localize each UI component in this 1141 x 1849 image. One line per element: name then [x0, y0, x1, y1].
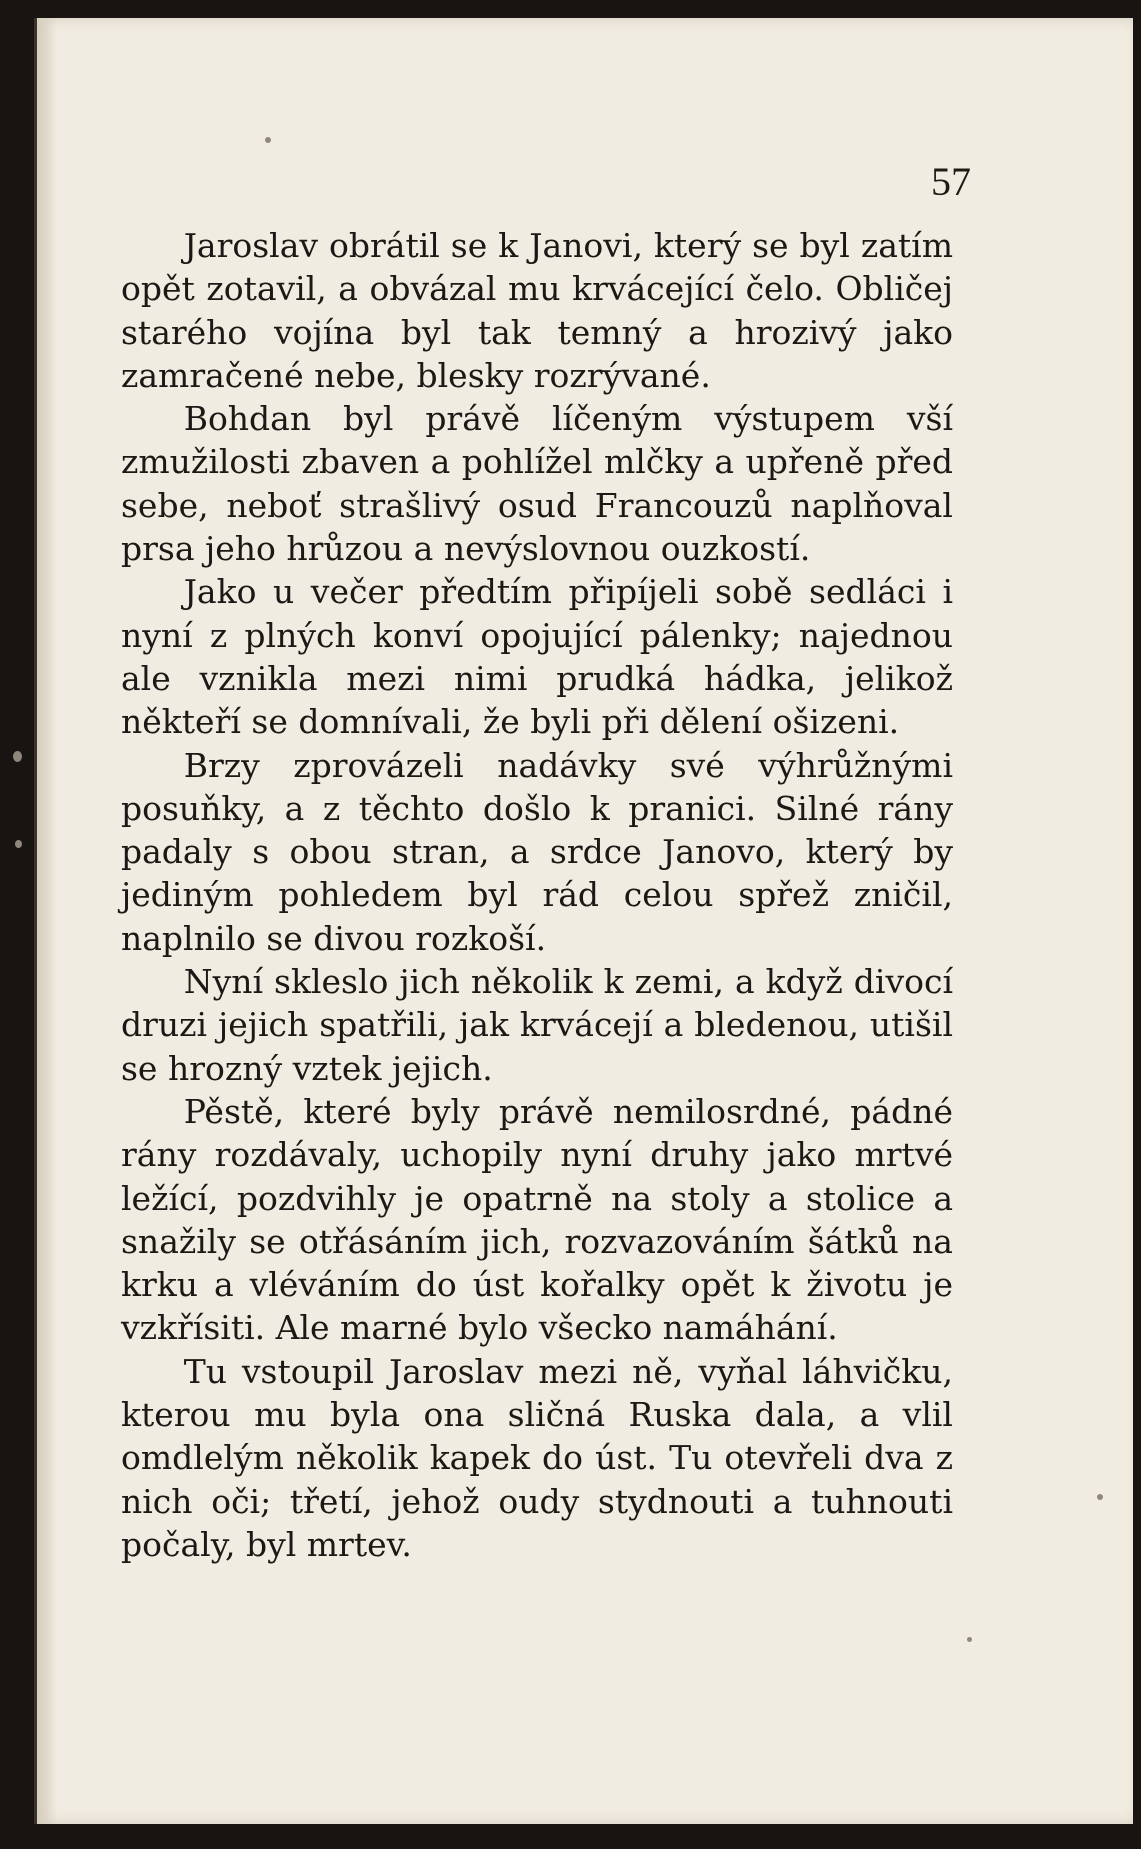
- paper-speck: [265, 137, 271, 143]
- binding-shadow: [37, 18, 57, 1824]
- paragraph: Jako u večer předtím připíjeli sobě sedláci i nyní z plných konví opojující pálenky; najednou ale vznikla mezi nimi prudká hádka, jelikož někteří se domnívali, že byli při dělení ošizeni.: [121, 572, 953, 742]
- paragraph: Tu vstoupil Jaroslav mezi ně, vyňal láhvičku, kterou mu byla ona sličná Ruska dala, a vlil omdlelým několik kapek do úst. Tu otevřeli dva z nich oči; třetí, jehož oudy stydnouti a tuhnouti počaly, byl mrtev.: [121, 1351, 953, 1564]
- paragraph: Nyní skleslo jich několik k zemi, a když divocí druzi jejich spatřili, jak krvácejí a bledenou, utišil se hrozný vztek jejich.: [121, 962, 953, 1088]
- body-text: [121, 224, 953, 1566]
- book-page: [34, 18, 1133, 1824]
- paper-speck: [967, 1637, 972, 1642]
- paragraph: Jaroslav obrátil se k Janovi, který se byl zatím opět zotavil, a obvázal mu krvácející čelo. Obličej starého vojína byl tak temný a hrozivý jako zamračené nebe, blesky rozrývané.: [121, 226, 953, 395]
- paragraph: Pěstě, které byly právě nemilosrdné, pádné rány rozdávaly, uchopily nyní druhy jako mrtvé ležící, pozdvihly je opatrně na stoly a stolice a snažily se otřásáním jich, rozvazováním šátků na krku a vléváním do úst kořalky opět k životu je vzkřísiti. Ale marné bylo všecko namáhání.: [121, 1091, 953, 1348]
- paragraph: Bohdan byl právě líčeným výstupem vší zmužilosti zbaven a pohlížel mlčky a upřeně před sebe, neboť strašlivý osud Francouzů naplňoval prsa jeho hrůzou a nevýslovnou ouzkostí.: [121, 399, 953, 569]
- paper-speck: [1097, 1494, 1103, 1500]
- page-number: 57: [931, 159, 971, 204]
- paper-speck: [13, 751, 22, 762]
- paper-speck: [15, 840, 22, 848]
- paragraph: Brzy zprovázeli nadávky své výhrůžnými posuňky, a z těchto došlo k pranici. Silné rány padaly s obou stran, a srdce Janovo, který by jediným pohledem byl rád celou spřež zničil, naplnilo se divou rozkoší.: [121, 745, 953, 958]
